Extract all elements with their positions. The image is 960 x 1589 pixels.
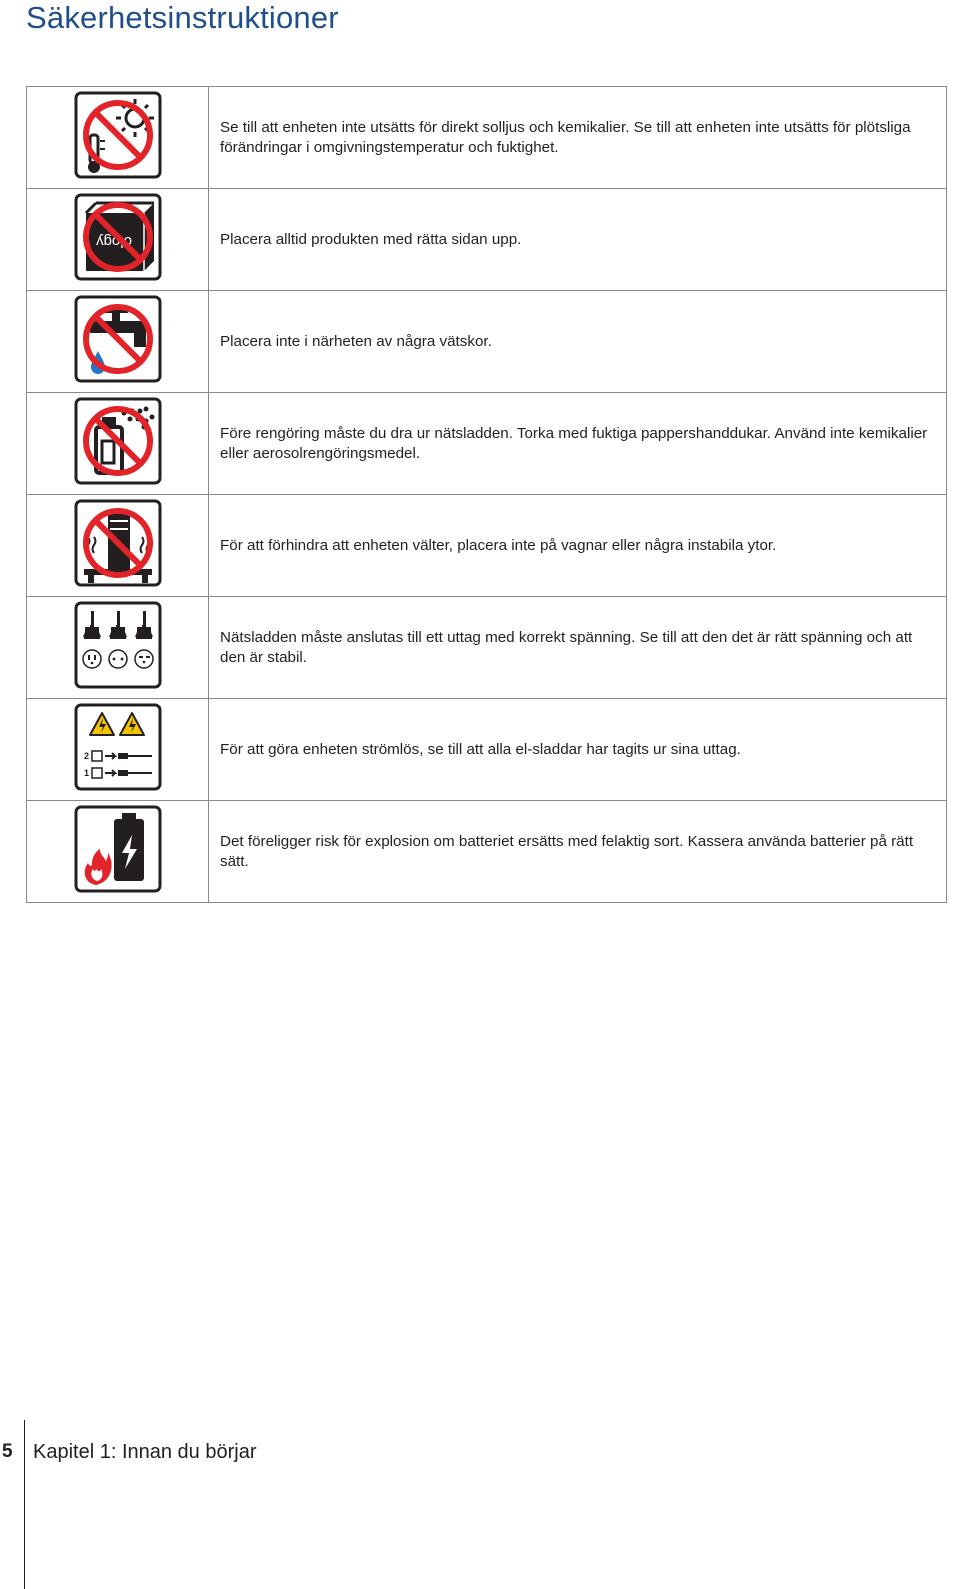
svg-text:1: 1 [83, 768, 89, 778]
no-liquids-icon [74, 295, 162, 383]
instruction-text: För att göra enheten strömlös, se till att alla el-sladdar har tagits ur sina uttag. [209, 699, 947, 801]
instruction-text: Nätsladden måste anslutas till ett uttag med korrekt spänning. Se till att den det är rätt spänning och att den är stabil. [209, 597, 947, 699]
instruction-text: Placera alltid produkten med rätta sidan upp. [209, 189, 947, 291]
no-aerosol-cleaner-icon [74, 397, 162, 485]
safety-instructions-table [26, 86, 947, 903]
chapter-title: Kapitel 1: Innan du börjar [33, 1441, 257, 1463]
box-logo-text: ology [95, 233, 132, 250]
no-sunlight-heat-icon [74, 91, 162, 179]
instruction-text: Se till att enheten inte utsätts för direkt solljus och kemikalier. Se till att enheten inte utsätts för plötsliga förändringar i omgivningstemperatur och fuktighet. [209, 87, 947, 189]
table-row [27, 495, 947, 597]
table-row [27, 801, 947, 903]
footer-divider [24, 1420, 25, 1589]
instruction-text: För att förhindra att enheten välter, placera inte på vagnar eller några instabila ytor. [209, 495, 947, 597]
no-upside-down-icon [74, 193, 162, 281]
instruction-text: Före rengöring måste du dra ur nätsladden. Torka med fuktiga pappershanddukar. Använd inte kemikalier eller aerosolrengöringsmedel. [209, 393, 947, 495]
power-plugs-icon [74, 601, 162, 689]
page-title: Säkerhetsinstruktioner [26, 0, 339, 35]
page-number: 5 [2, 1441, 13, 1462]
disconnect-power-icon [74, 703, 162, 791]
battery-explosion-icon [74, 805, 162, 893]
table-row [27, 393, 947, 495]
table-row [27, 189, 947, 291]
instruction-text: Det föreligger risk för explosion om batteriet ersätts med felaktig sort. Kassera använda batterier på rätt sätt. [209, 801, 947, 903]
table-row [27, 597, 947, 699]
table-row [27, 699, 947, 801]
svg-text:2: 2 [83, 751, 89, 761]
table-row [27, 87, 947, 189]
instruction-text: Placera inte i närheten av några vätskor. [209, 291, 947, 393]
no-unstable-surface-icon [74, 499, 162, 587]
table-row [27, 291, 947, 393]
